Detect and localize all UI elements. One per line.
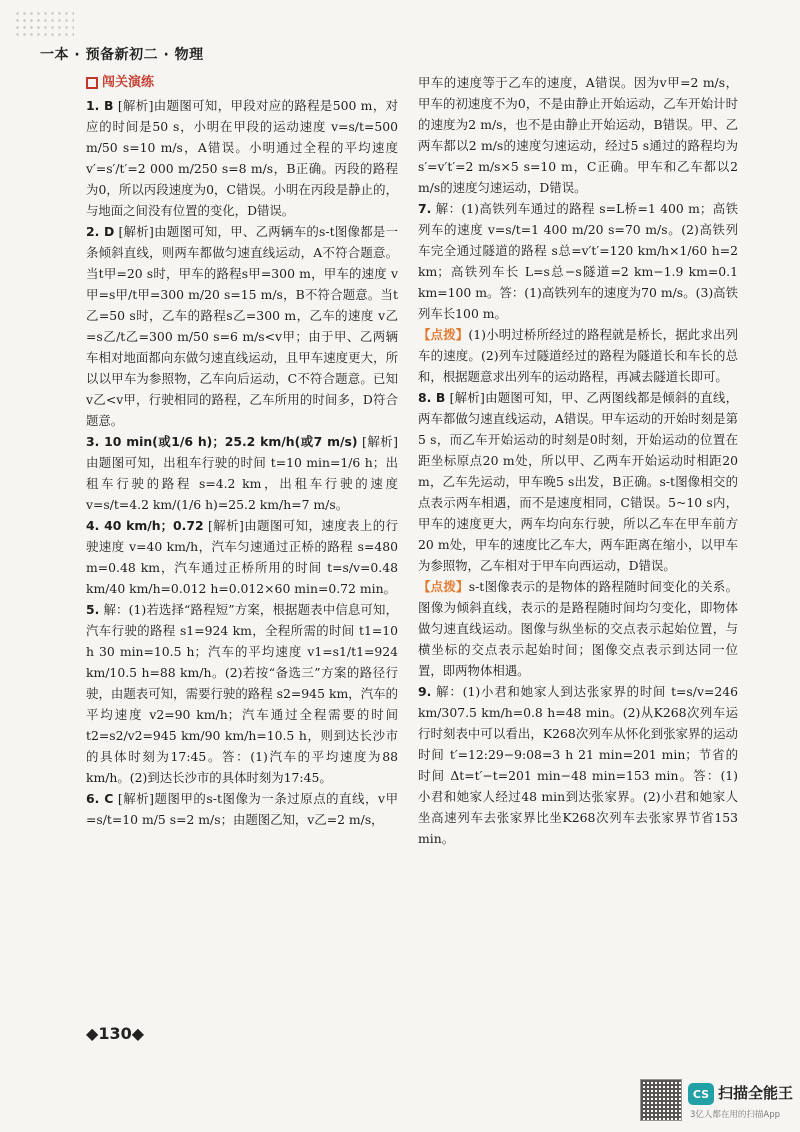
decorative-dot-grid xyxy=(14,10,74,38)
answer-9: 9. 解：(1)小君和她家人到达张家界的时间 t=s/v=246 km/307.5 km/h=0.8 h=48 min。(2)从K268次列车运行时刻表中可以看出，K268次列车从怀化到张家界的运动时间 t′=12:29−9:08=3 h 21 min=201 min；节省的时间 Δt=t′−t=201 min−48 min=153 min。答：(1)小君和她家人经过48 min到达张家界。(2)小君和她家人坐高速列车去张家界比坐K268次列车去张家界节省153 min。 xyxy=(418,684,738,846)
left-column xyxy=(86,72,398,830)
answer-6-continued: 甲车的速度等于乙车的速度，A错误。因为v甲=2 m/s，甲车的初速度不为0，不是由静止开始运动，乙车开始计时的速度为2 m/s，也不是由静止开始运动，B错误。甲、乙两车都以2 m/s的速度匀速运动，经过5 s通过的路程均为 s′=v′t′=2 m/s×5 s=10 m，C正确。甲车和乙车都以2 m/s的速度匀速运动，D错误。 xyxy=(418,75,738,195)
section-heading xyxy=(86,72,398,93)
tip-8: 【点拨】s-t图像表示的是物体的路程随时间变化的关系。图像为倾斜直线，表示的是路程随时间均匀变化，即物体做匀速直线运动。图像与纵坐标的交点表示起始位置，与横坐标的交点表示起始时间；图像交点表示到达同一位置，即两物体相遇。 xyxy=(418,579,738,678)
answer-5: 5. 解：(1)若选择“路程短”方案，根据题表中信息可知，汽车行驶的路程 s1=924 km，全程所需的时间 t1=10 h 30 min=10.5 h；汽车的平均速度 v1=s1/t1=924 km/10.5 h=88 km/h。(2)若按“备选三”方案的路径行驶，由题表可知，需要行驶的路程 s2=945 km，汽车的平均速度 v2=90 km/h；汽车通过全程需要的时间 t2=s2/v2=945 km/90 km/h=10.5 h，则到达长沙市的具体时刻为17:45。答：(1)汽车的平均速度为88 km/h。(2)到达长沙市的具体时刻为17:45。 xyxy=(86,602,398,785)
scanner-slogan: 3亿人都在用的扫描App xyxy=(690,1110,781,1120)
qr-code-icon xyxy=(640,1079,682,1121)
scanner-app-name: 扫描全能王 xyxy=(718,1084,794,1102)
tip-7: 【点拨】(1)小明过桥所经过的路程就是桥长，据此求出列车的速度。(2)列车过隧道经过的路程为隧道长和车长的总和，根据题意求出列车的运动路程，再减去隧道长即可。 xyxy=(418,327,738,384)
section-icon xyxy=(86,77,98,89)
camscanner-logo-icon: CS xyxy=(688,1083,714,1105)
page-number: ◆130◆ xyxy=(86,1024,145,1043)
answer-4: 4. 40 km/h；0.72 [解析]由题图可知，速度表上的行驶速度 v=40 km/h，汽车匀速通过正桥的路程 s=480 m=0.48 km，汽车通过正桥所用的时间 t=s/v=0.48 km/40 km/h=0.012 h=0.012×60 min=0.72 min。 xyxy=(86,518,398,596)
answer-3: 3. 10 min(或1/6 h)；25.2 km/h(或7 m/s) [解析]由题图可知，出租车行驶的时间 t=10 min=1/6 h；出租车行驶的路程 s=4.2 km，出租车行驶的速度 v=s/t=4.2 km/(1/6 h)=25.2 km/h=7 m/s。 xyxy=(86,434,398,512)
page-header: 一本 · 预备新初二 · 物理 xyxy=(40,47,204,63)
answer-6: 6. C [解析]题图甲的s-t图像为一条过原点的直线，v甲=s/t=10 m/5 s=2 m/s；由题图乙知，v乙=2 m/s， xyxy=(86,791,398,827)
right-column xyxy=(418,72,738,849)
answer-2: 2. D [解析]由题图可知，甲、乙两辆车的s-t图像都是一条倾斜直线，则两车都做匀速直线运动，A不符合题意。当t甲=20 s时，甲车的路程s甲=300 m，甲车的速度 v甲=s甲/t甲=300 m/20 s=15 m/s，B不符合题意。当t乙=50 s时，乙车的路程s乙=300 m，乙车的速度 v乙=s乙/t乙=300 m/50 s=6 m/s<v甲；由于甲、乙两辆车相对地面都向东做匀速直线运动，且甲车速度更大，所以以甲车为参照物，乙车向后运动，C不符合题意。已知v乙<v甲，行驶相同的路程，乙车所用的时间多，D符合题意。 xyxy=(86,224,398,428)
answer-7: 7. 解：(1)高铁列车通过的路程 s=L桥=1 400 m；高铁列车的速度 v=s/t=1 400 m/20 s=70 m/s。(2)高铁列车完全通过隧道的路程 s总=v′t′=120 km/h×1/60 h=2 km；高铁列车长 L=s总−s隧道=2 km−1.9 km=0.1 km=100 m。答：(1)高铁列车的速度为70 m/s。(3)高铁列车长100 m。 xyxy=(418,201,738,321)
answer-1: 1. B [解析]由题图可知，甲段对应的路程是500 m，对应的时间是50 s，小明在甲段的运动速度 v=s/t=500 m/50 s=10 m/s，A错误。小明通过全程的平均速度 v′=s′/t′=2 000 m/250 s=8 m/s，B正确。丙段的路程为0，所以丙段速度为0，C错误。小明在丙段是静止的，与地面之间没有位置的变化，D错误。 xyxy=(86,98,398,218)
section-heading-text: 闯关演练 xyxy=(102,75,155,90)
answer-8: 8. B [解析]由题图可知，甲、乙两图线都是倾斜的直线，两车都做匀速直线运动，A错误。甲车运动的开始时刻是第5 s，而乙车开始运动的时刻是0时刻，开始运动的位置在距坐标原点20 m处，所以甲、乙两车开始运动时相距20 m，乙车先运动，甲车晚5 s出发，B正确。s-t图像相交的点表示两车相遇，而不是速度相同，C错误。5~10 s内，甲车的速度更大，两车均向东行驶，所以乙车在甲车前方20 m处，甲车的速度比乙车大，两车距离在缩小，以甲车为参照物，乙车相对于甲车向西运动，D错误。 xyxy=(418,390,738,573)
